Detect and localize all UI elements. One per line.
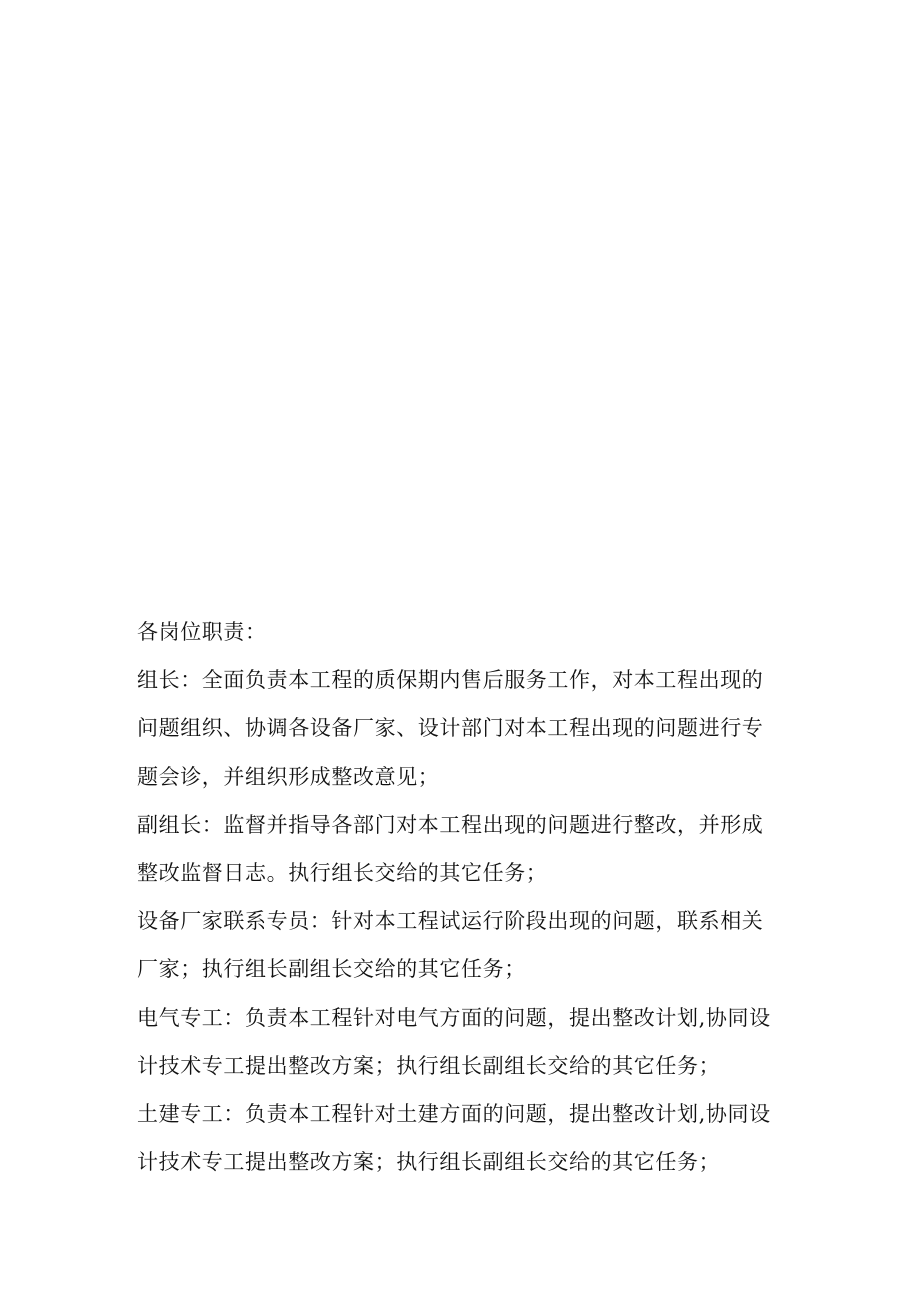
text-line: 组长：全面负责本工程的质保期内售后服务工作，对本工程出现的 (137, 668, 764, 693)
text-line: 整改监督日志。执行组长交给的其它任务； (137, 860, 548, 885)
text-line: 计技术专工提出整改方案；执行组长副组长交给的其它任务； (137, 1150, 721, 1175)
text-line: 问题组织、协调各设备厂家、设计部门对本工程出现的问题进行专 (137, 716, 764, 741)
section-heading: 各岗位职责： (137, 620, 267, 644)
text-line: 副组长：监督并指导各部门对本工程出现的问题进行整改，并形成 (137, 812, 764, 837)
text-line: 厂家；执行组长副组长交给的其它任务； (137, 957, 526, 982)
text-line: 土建专工：负责本工程针对土建方面的问题，提出整改计划,协同设 (137, 1101, 771, 1126)
text-line: 计技术专工提出整改方案；执行组长副组长交给的其它任务； (137, 1053, 721, 1078)
responsibilities-section (137, 608, 797, 1186)
text-line: 设备厂家联系专员：针对本工程试运行阶段出现的问题，联系相关 (137, 909, 764, 934)
text-line: 题会诊，并组织形成整改意见； (137, 764, 440, 789)
text-line: 电气专工：负责本工程针对电气方面的问题，提出整改计划,协同设 (137, 1005, 771, 1030)
